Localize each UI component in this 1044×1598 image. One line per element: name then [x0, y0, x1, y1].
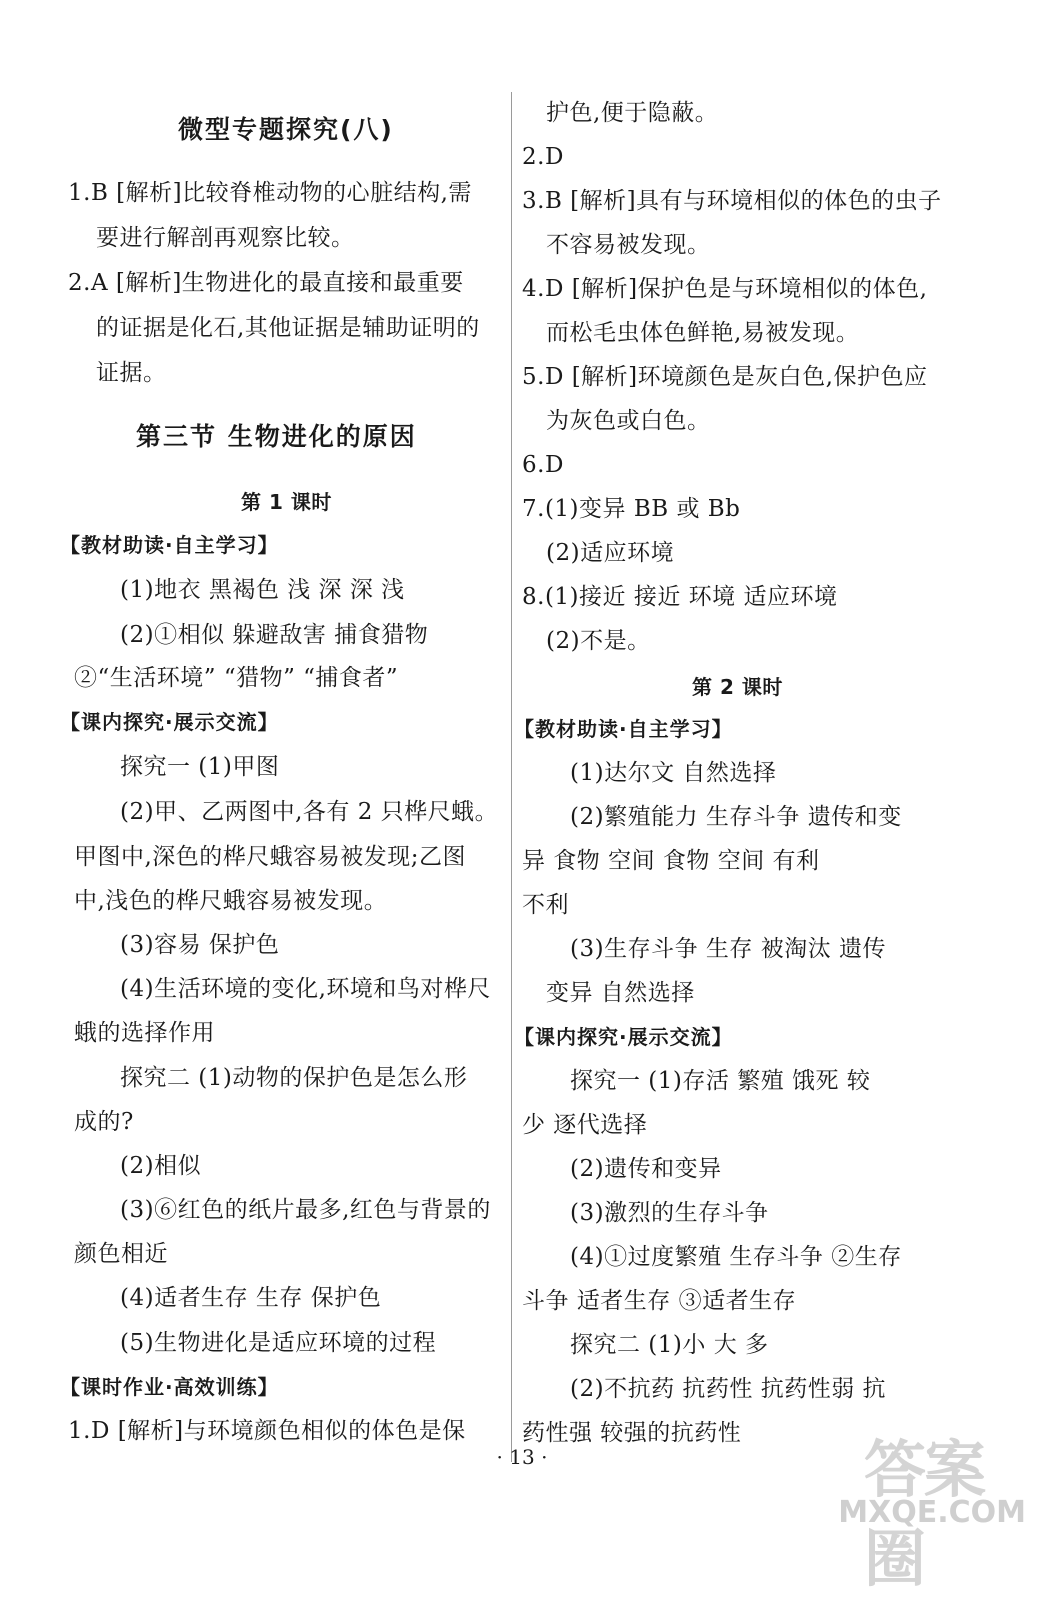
guide2-line-2: (2)繁殖能力 生存斗争 遗传和变 — [570, 804, 902, 830]
inquiry2-line-4: (3)激烈的生存斗争 — [570, 1200, 769, 1226]
inquiry2-line-2: 少 逐代选择 — [522, 1112, 648, 1138]
answer-q2-line2: 的证据是化石,其他证据是辅助证明的 — [96, 315, 480, 341]
right-line-1: 护色,便于隐蔽。 — [546, 100, 719, 126]
right-line-9: 6.D — [522, 452, 564, 478]
micro-topic-title: 微型专题探究(八) — [178, 115, 394, 144]
inquiry2-line-9: 药性强 较强的抗药性 — [522, 1420, 742, 1446]
header-homework: 【课时作业·高效训练】 — [60, 1375, 279, 1399]
column-divider — [511, 92, 512, 1462]
right-line-5: 4.D [解析]保护色是与环境相似的体色, — [522, 276, 928, 302]
answer-q2-line1: 2.A [解析]生物进化的最直接和最重要 — [68, 270, 464, 296]
guide-line-3: ②“生活环境” “猎物” “捕食者” — [74, 665, 399, 691]
inquiry-line-6: (4)生活环境的变化,环境和鸟对桦尺 — [120, 976, 491, 1002]
answer-q1-line2: 要进行解剖再观察比较。 — [96, 225, 355, 251]
inquiry-line-2: (2)甲、乙两图中,各有 2 只桦尺蛾。 — [120, 799, 499, 825]
right-line-3: 3.B [解析]具有与环境相似的体色的虫子 — [522, 188, 942, 214]
inquiry-line-3: 甲图中,深色的桦尺蛾容易被发现;乙图 — [74, 844, 467, 870]
inquiry-line-12: 颜色相近 — [74, 1241, 168, 1267]
guide-line-1: (1)地衣 黑褐色 浅 深 深 浅 — [120, 577, 405, 603]
header-class-inquiry-2: 【课内探究·展示交流】 — [514, 1025, 733, 1049]
page-number: · 13 · — [496, 1445, 548, 1469]
guide2-line-4: 不利 — [522, 892, 569, 918]
homework-line-1: 1.D [解析]与环境颜色相似的体色是保 — [68, 1418, 466, 1444]
inquiry-line-14: (5)生物进化是适应环境的过程 — [120, 1330, 437, 1356]
right-line-2: 2.D — [522, 144, 564, 170]
inquiry-line-1: 探究一 (1)甲图 — [120, 754, 280, 780]
inquiry2-line-5: (4)①过度繁殖 生存斗争 ②生存 — [570, 1244, 902, 1270]
guide2-line-1: (1)达尔文 自然选择 — [570, 760, 777, 786]
section-title: 第三节 生物进化的原因 — [136, 422, 417, 451]
inquiry-line-11: (3)⑥红色的纸片最多,红色与背景的 — [120, 1197, 491, 1223]
guide2-line-5: (3)生存斗争 生存 被淘汰 遗传 — [570, 936, 887, 962]
inquiry2-line-1: 探究一 (1)存活 繁殖 饿死 较 — [570, 1068, 871, 1094]
right-line-13: (2)不是。 — [546, 628, 651, 654]
inquiry-line-9: 成的? — [74, 1109, 134, 1135]
inquiry-line-4: 中,浅色的桦尺蛾容易被发现。 — [74, 888, 388, 914]
right-line-8: 为灰色或白色。 — [546, 408, 711, 434]
header-textbook-guide-2: 【教材助读·自主学习】 — [514, 717, 733, 741]
answer-q2-line3: 证据。 — [96, 360, 167, 386]
right-line-10: 7.(1)变异 BB 或 Bb — [522, 496, 741, 522]
inquiry2-line-3: (2)遗传和变异 — [570, 1156, 722, 1182]
inquiry-line-13: (4)适者生存 生存 保护色 — [120, 1285, 382, 1311]
watermark-main: 答案圈 — [864, 1433, 985, 1595]
right-line-7: 5.D [解析]环境颜色是灰白色,保护色应 — [522, 364, 928, 390]
watermark-url: MXQE.COM — [838, 1495, 1026, 1530]
inquiry-line-5: (3)容易 保护色 — [120, 932, 280, 958]
inquiry-line-7: 蛾的选择作用 — [74, 1020, 215, 1046]
right-line-4: 不容易被发现。 — [546, 232, 711, 258]
answer-q1-line1: 1.B [解析]比较脊椎动物的心脏结构,需 — [68, 180, 472, 206]
inquiry-line-10: (2)相似 — [120, 1153, 202, 1179]
lesson-1-heading: 第 1 课时 — [241, 490, 332, 514]
guide2-line-6: 变异 自然选择 — [546, 980, 695, 1006]
lesson-2-heading: 第 2 课时 — [692, 675, 783, 699]
guide2-line-3: 异 食物 空间 食物 空间 有利 — [522, 848, 820, 874]
right-line-12: 8.(1)接近 接近 环境 适应环境 — [522, 584, 838, 610]
right-line-11: (2)适应环境 — [546, 540, 675, 566]
header-class-inquiry: 【课内探究·展示交流】 — [60, 710, 279, 734]
watermark-logo — [838, 1420, 1034, 1595]
guide-line-2: (2)①相似 躲避敌害 捕食猎物 — [120, 622, 429, 648]
inquiry2-line-7: 探究二 (1)小 大 多 — [570, 1332, 769, 1358]
inquiry2-line-6: 斗争 适者生存 ③适者生存 — [522, 1288, 797, 1314]
right-line-6: 而松毛虫体色鲜艳,易被发现。 — [546, 320, 860, 346]
inquiry-line-8: 探究二 (1)动物的保护色是怎么形 — [120, 1065, 468, 1091]
inquiry2-line-8: (2)不抗药 抗药性 抗药性弱 抗 — [570, 1376, 887, 1402]
header-textbook-guide: 【教材助读·自主学习】 — [60, 533, 279, 557]
